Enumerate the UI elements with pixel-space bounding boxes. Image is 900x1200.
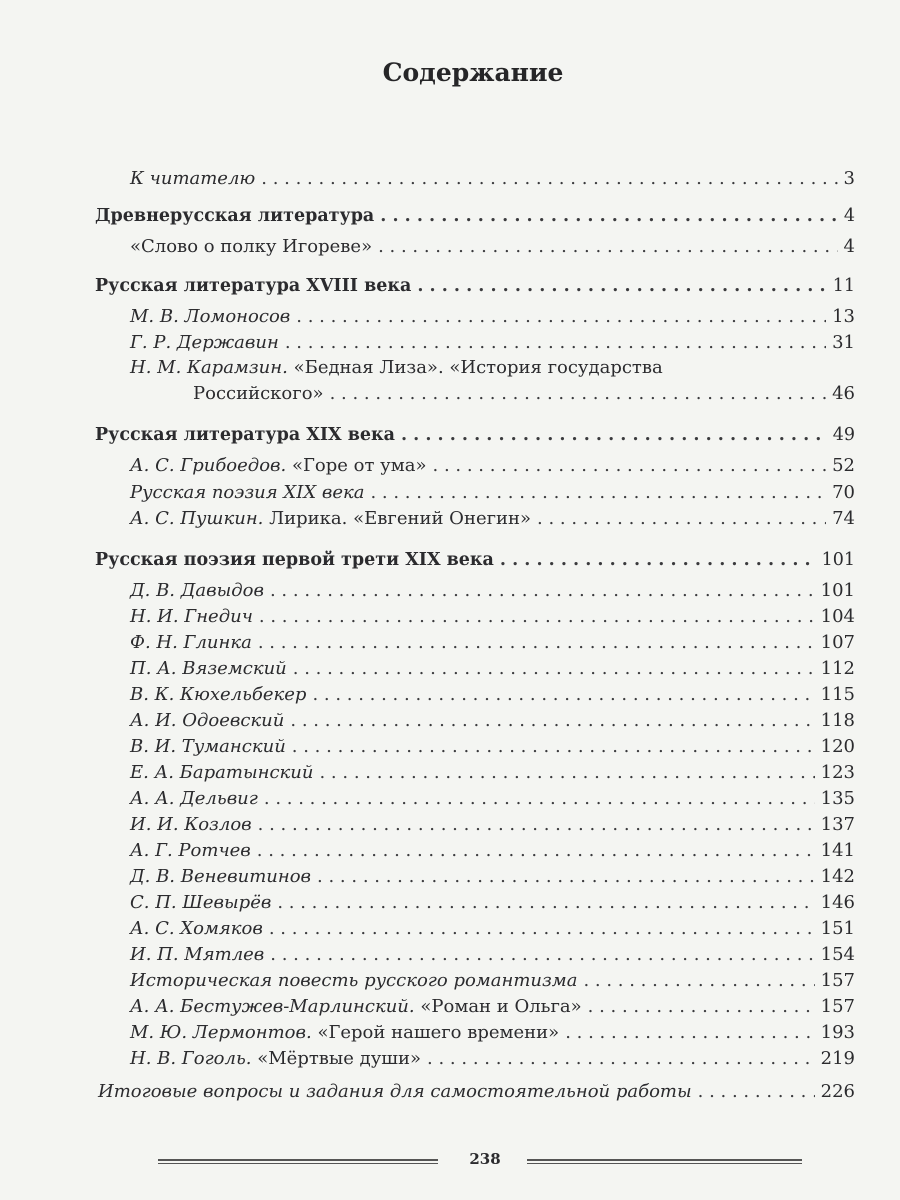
toc-entry-title: Д. В. Веневитинов (130, 866, 312, 887)
toc-entry-title (130, 996, 582, 1018)
toc-page-number: 146 (820, 892, 855, 913)
toc-entry-title (130, 1022, 559, 1044)
toc-entry-delvig[interactable] (130, 788, 855, 812)
toc-entry-derzhavin[interactable] (130, 332, 855, 356)
toc-entry-title: Итоговые вопросы и задания для самостоятельной работы (98, 1081, 692, 1102)
toc-page-number: 157 (820, 996, 855, 1017)
work-title: «Мёртвые души» (257, 1048, 422, 1069)
toc-page-number: 4 (843, 236, 855, 257)
leader-dots (427, 1048, 815, 1070)
author-name: А. С. Пушкин. (130, 508, 264, 529)
toc-entry-pushkin[interactable] (130, 508, 855, 532)
toc-entry-lomonosov[interactable] (130, 306, 855, 330)
footer-rule-right (527, 1159, 802, 1164)
toc-entry-title (130, 508, 531, 530)
toc-section-title: Русская литература XIX века (95, 425, 395, 445)
toc-page-number: 151 (820, 918, 855, 939)
leader-dots (269, 918, 815, 940)
toc-page-number: 135 (820, 788, 855, 809)
toc-page-number: 226 (820, 1081, 855, 1102)
toc-entry-slovo[interactable] (130, 236, 855, 260)
author-name: А. А. Бестужев-Марлинский. (130, 996, 415, 1017)
author-name: М. Ю. Лермонтов. (130, 1022, 312, 1043)
toc-entry-tumansky[interactable] (130, 736, 855, 760)
toc-page-number: 104 (820, 606, 855, 627)
toc-entry-title: П. А. Вяземский (130, 658, 287, 679)
toc-entry-odoevsky[interactable] (130, 710, 855, 734)
work-title: «Бедная Лиза». «История государства (293, 357, 663, 378)
toc-page-number: 49 (832, 425, 855, 445)
toc-entry-rotchev[interactable] (130, 840, 855, 864)
toc-entry-griboedov[interactable] (130, 455, 855, 479)
toc-section-early-19th-poetry[interactable] (95, 549, 855, 573)
toc-entry-title: А. А. Дельвиг (130, 788, 258, 809)
toc-entry-title: Н. И. Гнедич (130, 606, 253, 627)
toc-entry-title: Историческая повесть русского романтизма (130, 970, 578, 991)
toc-entry-title: И. П. Мятлев (130, 944, 265, 965)
toc-entry-title: А. С. Хомяков (130, 918, 263, 939)
toc-page-number: 157 (820, 970, 855, 991)
leader-dots (296, 306, 826, 328)
toc-page-number: 219 (820, 1048, 855, 1069)
leader-dots (433, 455, 827, 477)
toc-entry-kuchelbecker[interactable] (130, 684, 855, 708)
toc-entry-title: К читателю (130, 168, 256, 189)
leader-dots (378, 236, 837, 258)
leader-dots (264, 788, 815, 810)
leader-dots (417, 275, 826, 297)
leader-dots (380, 205, 838, 227)
toc-section-old-russian[interactable] (95, 205, 855, 229)
toc-page-number: 13 (832, 306, 855, 327)
leader-dots (270, 944, 814, 966)
toc-page-number: 11 (832, 276, 855, 296)
toc-page-number: 52 (832, 455, 855, 476)
leader-dots (259, 606, 815, 628)
leader-dots (565, 1022, 814, 1044)
toc-entry-title: «Слово о полку Игореве» (130, 236, 373, 257)
toc-page-number: 101 (821, 550, 855, 570)
toc-entry-vyazemsky[interactable] (130, 658, 855, 682)
toc-entry-continuation: Российского» (193, 383, 324, 404)
leader-dots (588, 996, 815, 1018)
toc-entry-lermontov[interactable] (130, 1022, 855, 1046)
toc-entry-shevyrev[interactable] (130, 892, 855, 916)
toc-entry-myatlev[interactable] (130, 944, 855, 968)
work-title: «Герой нашего времени» (317, 1022, 560, 1043)
toc-page-number: 123 (820, 762, 855, 783)
footer-page-number: 238 (469, 1150, 501, 1168)
toc-page-number: 101 (820, 580, 855, 601)
toc-entry-davydov[interactable] (130, 580, 855, 604)
toc-page-number: 46 (832, 383, 855, 404)
toc-entry-karamzin-continued[interactable] (193, 383, 855, 407)
toc-entry-gogol[interactable] (130, 1048, 855, 1072)
author-name: А. С. Грибоедов. (130, 455, 287, 476)
toc-entry-bestuzhev[interactable] (130, 996, 855, 1020)
toc-entry-title: В. И. Туманский (130, 736, 286, 757)
toc-page-number: 4 (843, 206, 855, 226)
leader-dots (293, 658, 815, 680)
leader-dots (277, 892, 814, 914)
leader-dots (330, 383, 827, 405)
footer-rule-left (158, 1159, 438, 1164)
toc-section-title: Русская поэзия первой трети XIX века (95, 550, 494, 570)
toc-section-18th-century[interactable] (95, 275, 855, 299)
toc-page-number: 142 (820, 866, 855, 887)
toc-entry-to-reader[interactable] (130, 168, 855, 192)
leader-dots (270, 580, 815, 602)
toc-page-number: 31 (832, 332, 855, 353)
toc-section-title: Древнерусская литература (95, 206, 375, 226)
toc-page-number: 115 (820, 684, 855, 705)
toc-entry-title (130, 357, 663, 379)
toc-entry-khomyakov[interactable] (130, 918, 855, 942)
work-title: Лирика. «Евгений Онегин» (269, 508, 532, 529)
leader-dots (698, 1081, 815, 1103)
leader-dots (261, 168, 837, 190)
toc-entry-title: А. И. Одоевский (130, 710, 285, 731)
leader-dots (319, 762, 814, 784)
leader-dots (583, 970, 814, 992)
toc-page-number: 154 (820, 944, 855, 965)
work-title: «Роман и Ольга» (420, 996, 582, 1017)
toc-page-number: 70 (832, 482, 855, 503)
toc-entry-glinka[interactable] (130, 632, 855, 656)
leader-dots (370, 482, 826, 504)
work-title: «Горе от ума» (291, 455, 427, 476)
toc-entry-karamzin[interactable] (130, 357, 855, 381)
leader-dots (500, 549, 816, 571)
toc-entry-title: А. Г. Ротчев (130, 840, 251, 861)
toc-page-number: 137 (820, 814, 855, 835)
toc-entry-title: М. В. Ломоносов (130, 306, 291, 327)
toc-entry-title: Ф. Н. Глинка (130, 632, 252, 653)
author-name: Н. М. Карамзин. (130, 357, 288, 378)
toc-entry-gnedich[interactable] (130, 606, 855, 630)
toc-page-number: 141 (820, 840, 855, 861)
toc-entry-final-questions[interactable] (98, 1081, 855, 1105)
toc-entry-kozlov[interactable] (130, 814, 855, 838)
leader-dots (285, 332, 826, 354)
leader-dots (537, 508, 826, 530)
toc-entry-title: С. П. Шевырёв (130, 892, 272, 913)
leader-dots (401, 424, 827, 446)
toc-entry-venevitinov[interactable] (130, 866, 855, 890)
toc-entry-baratynsky[interactable] (130, 762, 855, 786)
toc-entry-title (130, 455, 427, 477)
toc-entry-title: И. И. Козлов (130, 814, 252, 835)
toc-page-number: 193 (820, 1022, 855, 1043)
toc-entry-poetry-19th[interactable] (130, 482, 855, 506)
toc-page-number: 3 (843, 168, 855, 189)
toc-entry-historical-tale[interactable] (130, 970, 855, 994)
toc-entry-title: Д. В. Давыдов (130, 580, 264, 601)
toc-page-number: 74 (832, 508, 855, 529)
toc-page-number: 107 (820, 632, 855, 653)
leader-dots (258, 814, 815, 836)
toc-page-number: 112 (820, 658, 855, 679)
toc-entry-title: В. К. Кюхельбекер (130, 684, 307, 705)
leader-dots (312, 684, 814, 706)
toc-entry-title: Е. А. Баратынский (130, 762, 314, 783)
page-title: Содержание (382, 58, 564, 87)
toc-entry-title: Русская поэзия XIX века (130, 482, 365, 503)
author-name: Н. В. Гоголь. (130, 1048, 252, 1069)
leader-dots (317, 866, 815, 888)
toc-section-title: Русская литература XVIII века (95, 276, 412, 296)
leader-dots (290, 710, 814, 732)
toc-section-19th-century[interactable] (95, 424, 855, 448)
leader-dots (258, 632, 815, 654)
leader-dots (257, 840, 815, 862)
toc-entry-title (130, 1048, 421, 1070)
toc-page-number: 120 (820, 736, 855, 757)
toc-page-number: 118 (820, 710, 855, 731)
toc-entry-title: Г. Р. Державин (130, 332, 279, 353)
leader-dots (292, 736, 815, 758)
